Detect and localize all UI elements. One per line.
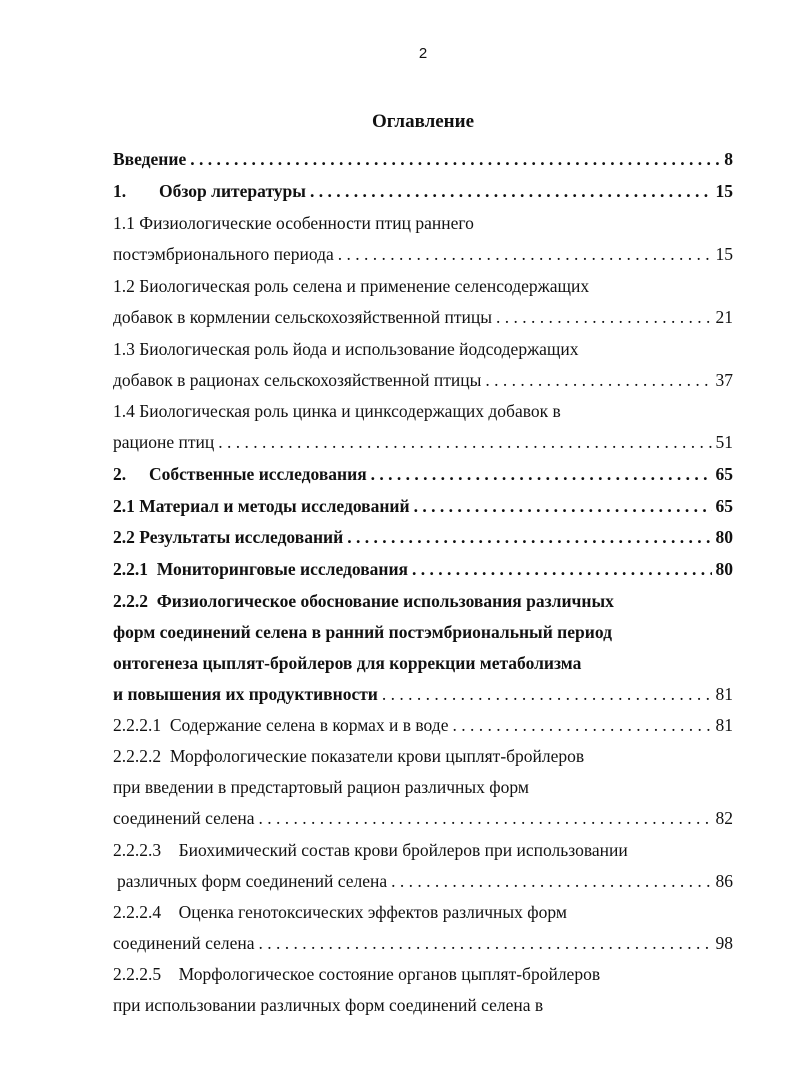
toc-entry-title: Материал и методы исследований <box>139 496 410 516</box>
toc-entry-title: Результаты исследований <box>139 527 344 547</box>
toc-leader-dots <box>259 929 712 957</box>
toc-page-number: 15 <box>715 244 733 264</box>
toc-entry-2-2-2-4-cont[interactable] <box>113 929 733 957</box>
toc-leader-dots <box>485 366 711 394</box>
toc-entry-2-1[interactable] <box>113 492 733 520</box>
toc-entry-number: 2.2.2.1 <box>113 715 162 735</box>
toc-entry-text: форм соединений селена в ранний постэмбриональный период <box>113 622 612 642</box>
toc-entry-2-2-1[interactable] <box>113 555 733 583</box>
toc-entry-2-2-2-1[interactable] <box>113 711 733 739</box>
toc-leader-dots <box>452 711 711 739</box>
toc-entry-1-3-cont[interactable] <box>113 366 733 394</box>
toc-page-number: 80 <box>715 559 733 579</box>
toc-entry-number: 2.2.2.3 <box>113 840 162 860</box>
toc-entry-title: Физиологическое обоснование использования различных <box>156 591 614 611</box>
toc-leader-dots <box>259 804 712 832</box>
toc-entry-text <box>113 492 410 520</box>
toc-entry-number: 2.2.2.5 <box>113 964 162 984</box>
toc-leader-dots <box>347 523 711 551</box>
toc-entry-text: при введении в предстартовый рацион различных форм <box>113 777 529 797</box>
toc-entry-title: Оценка генотоксических эффектов различных форм <box>178 902 567 922</box>
toc-entry-text: добавок в кормлении сельскохозяйственной птицы <box>113 307 493 327</box>
toc-page-number: 65 <box>715 464 733 484</box>
toc-entry-text <box>113 177 306 205</box>
toc-entry-text <box>113 523 343 551</box>
toc-entry-2-2-2-2-cont1[interactable] <box>113 773 733 801</box>
toc-entry-1-1[interactable] <box>113 209 733 237</box>
toc-leader-dots <box>382 680 712 708</box>
toc-entry-number: 1.1 <box>113 213 135 233</box>
toc-entry-2-2-2-cont2[interactable] <box>113 649 733 677</box>
toc-page-number: 80 <box>715 527 733 547</box>
toc-entry-2-2-2-4[interactable] <box>113 898 733 926</box>
toc-page-number: 81 <box>715 684 733 704</box>
toc-page-number: 82 <box>715 808 733 828</box>
toc-entry-text: Введение <box>113 149 187 169</box>
toc-page-number: 65 <box>715 496 733 516</box>
toc-entry-2-2-2-2-cont2[interactable] <box>113 804 733 832</box>
toc-entry-text <box>113 555 408 583</box>
toc-entry-title: Содержание селена в кормах и в воде <box>169 715 449 735</box>
toc-entry-2-2-2-5[interactable] <box>113 960 733 988</box>
toc-entry-2-2-2-5-cont[interactable] <box>113 991 733 1019</box>
toc-leader-dots <box>310 177 712 205</box>
toc-title: Оглавление <box>371 111 475 132</box>
toc-entry-1-3[interactable] <box>113 335 733 363</box>
toc-entry-number: 2. <box>113 464 127 484</box>
toc-entry-1[interactable] <box>113 177 733 205</box>
toc-entry-2-2-2-cont1[interactable] <box>113 618 733 646</box>
toc-entry-number: 2.1 <box>113 496 135 516</box>
toc-page-number: 8 <box>724 149 733 169</box>
toc-entry-number: 1.2 <box>113 276 135 296</box>
toc-entry-number: 1.4 <box>113 401 135 421</box>
toc-entry-1-4[interactable] <box>113 397 733 425</box>
toc-entry-title: Биологическая роль йода и использование йодсодержащих <box>139 339 579 359</box>
toc-entry-title: Обзор литературы <box>159 181 306 201</box>
toc-entry-1-2-cont[interactable] <box>113 303 733 331</box>
toc-entry-text <box>113 711 448 739</box>
toc-entry-title: Морфологические показатели крови цыплят-бройлеров <box>169 746 585 766</box>
toc-page-number: 98 <box>715 933 733 953</box>
toc-entry-title: Биохимический состав крови бройлеров при использовании <box>178 840 628 860</box>
toc-entry-text: различных форм соединений селена <box>117 871 388 891</box>
toc-entry-title: Биологическая роль селена и применение селенсодержащих <box>139 276 590 296</box>
toc-leader-dots <box>338 240 712 268</box>
toc-entry-title: Мониторинговые исследования <box>156 559 409 579</box>
toc-leader-dots <box>371 460 712 488</box>
toc-entry-2-2[interactable] <box>113 523 733 551</box>
toc-entry-2-2-2[interactable] <box>113 587 733 615</box>
toc-entry-number: 2.2.1 <box>113 559 148 579</box>
toc-entry-text: добавок в рационах сельскохозяйственной птицы <box>113 370 482 390</box>
toc-entry-title: Морфологическое состояние органов цыплят-бройлеров <box>178 964 601 984</box>
toc-entry-title: Физиологические особенности птиц раннего <box>139 213 474 233</box>
toc-entry-text: соединений селена <box>113 808 255 828</box>
toc-entry-1-2[interactable] <box>113 272 733 300</box>
toc-entry-number: 2.2.2.4 <box>113 902 162 922</box>
toc-leader-dots <box>414 492 712 520</box>
toc-entry-text: рационе птиц <box>113 432 215 452</box>
toc-leader-dots <box>496 303 711 331</box>
toc-entry-number: 1. <box>113 181 127 201</box>
toc-entry-text <box>113 460 367 488</box>
page-number: 2 <box>418 45 428 62</box>
toc-entry-number: 2.2.2.2 <box>113 746 162 766</box>
toc-entry-text: соединений селена <box>113 933 255 953</box>
toc-entry-text: онтогенеза цыплят-бройлеров для коррекции метаболизма <box>113 653 582 673</box>
toc-page-number: 51 <box>715 432 733 452</box>
toc-page-number: 86 <box>715 871 733 891</box>
toc-leader-dots <box>391 867 711 895</box>
toc-entry-2[interactable] <box>113 460 733 488</box>
toc-entry-1-1-cont[interactable] <box>113 240 733 268</box>
toc-entry-2-2-2-3-cont[interactable] <box>113 867 733 895</box>
toc-leader-dots <box>412 555 711 583</box>
toc-page-number: 15 <box>715 181 733 201</box>
toc-entry-text: и повышения их продуктивности <box>113 684 378 704</box>
toc-page-number: 37 <box>715 370 733 390</box>
toc-entry-title: Биологическая роль цинка и цинксодержащих добавок в <box>139 401 561 421</box>
toc-entry-number: 1.3 <box>113 339 135 359</box>
toc-entry-1-4-cont[interactable] <box>113 428 733 456</box>
toc-entry-text: при использовании различных форм соединений селена в <box>113 995 544 1015</box>
toc-leader-dots <box>190 145 720 173</box>
toc-entry-introduction[interactable] <box>113 145 733 173</box>
toc-entry-title: Собственные исследования <box>149 464 367 484</box>
toc-entry-2-2-2-cont3[interactable] <box>113 680 733 708</box>
toc-entry-2-2-2-3[interactable] <box>113 836 733 864</box>
toc-page-number: 81 <box>715 715 733 735</box>
toc-page-number: 21 <box>715 307 733 327</box>
toc-entry-text: постэмбрионального периода <box>113 244 334 264</box>
toc-leader-dots <box>218 428 711 456</box>
toc-entry-number: 2.2.2 <box>113 591 148 611</box>
toc-entry-2-2-2-2[interactable] <box>113 742 733 770</box>
toc-entry-number: 2.2 <box>113 527 135 547</box>
